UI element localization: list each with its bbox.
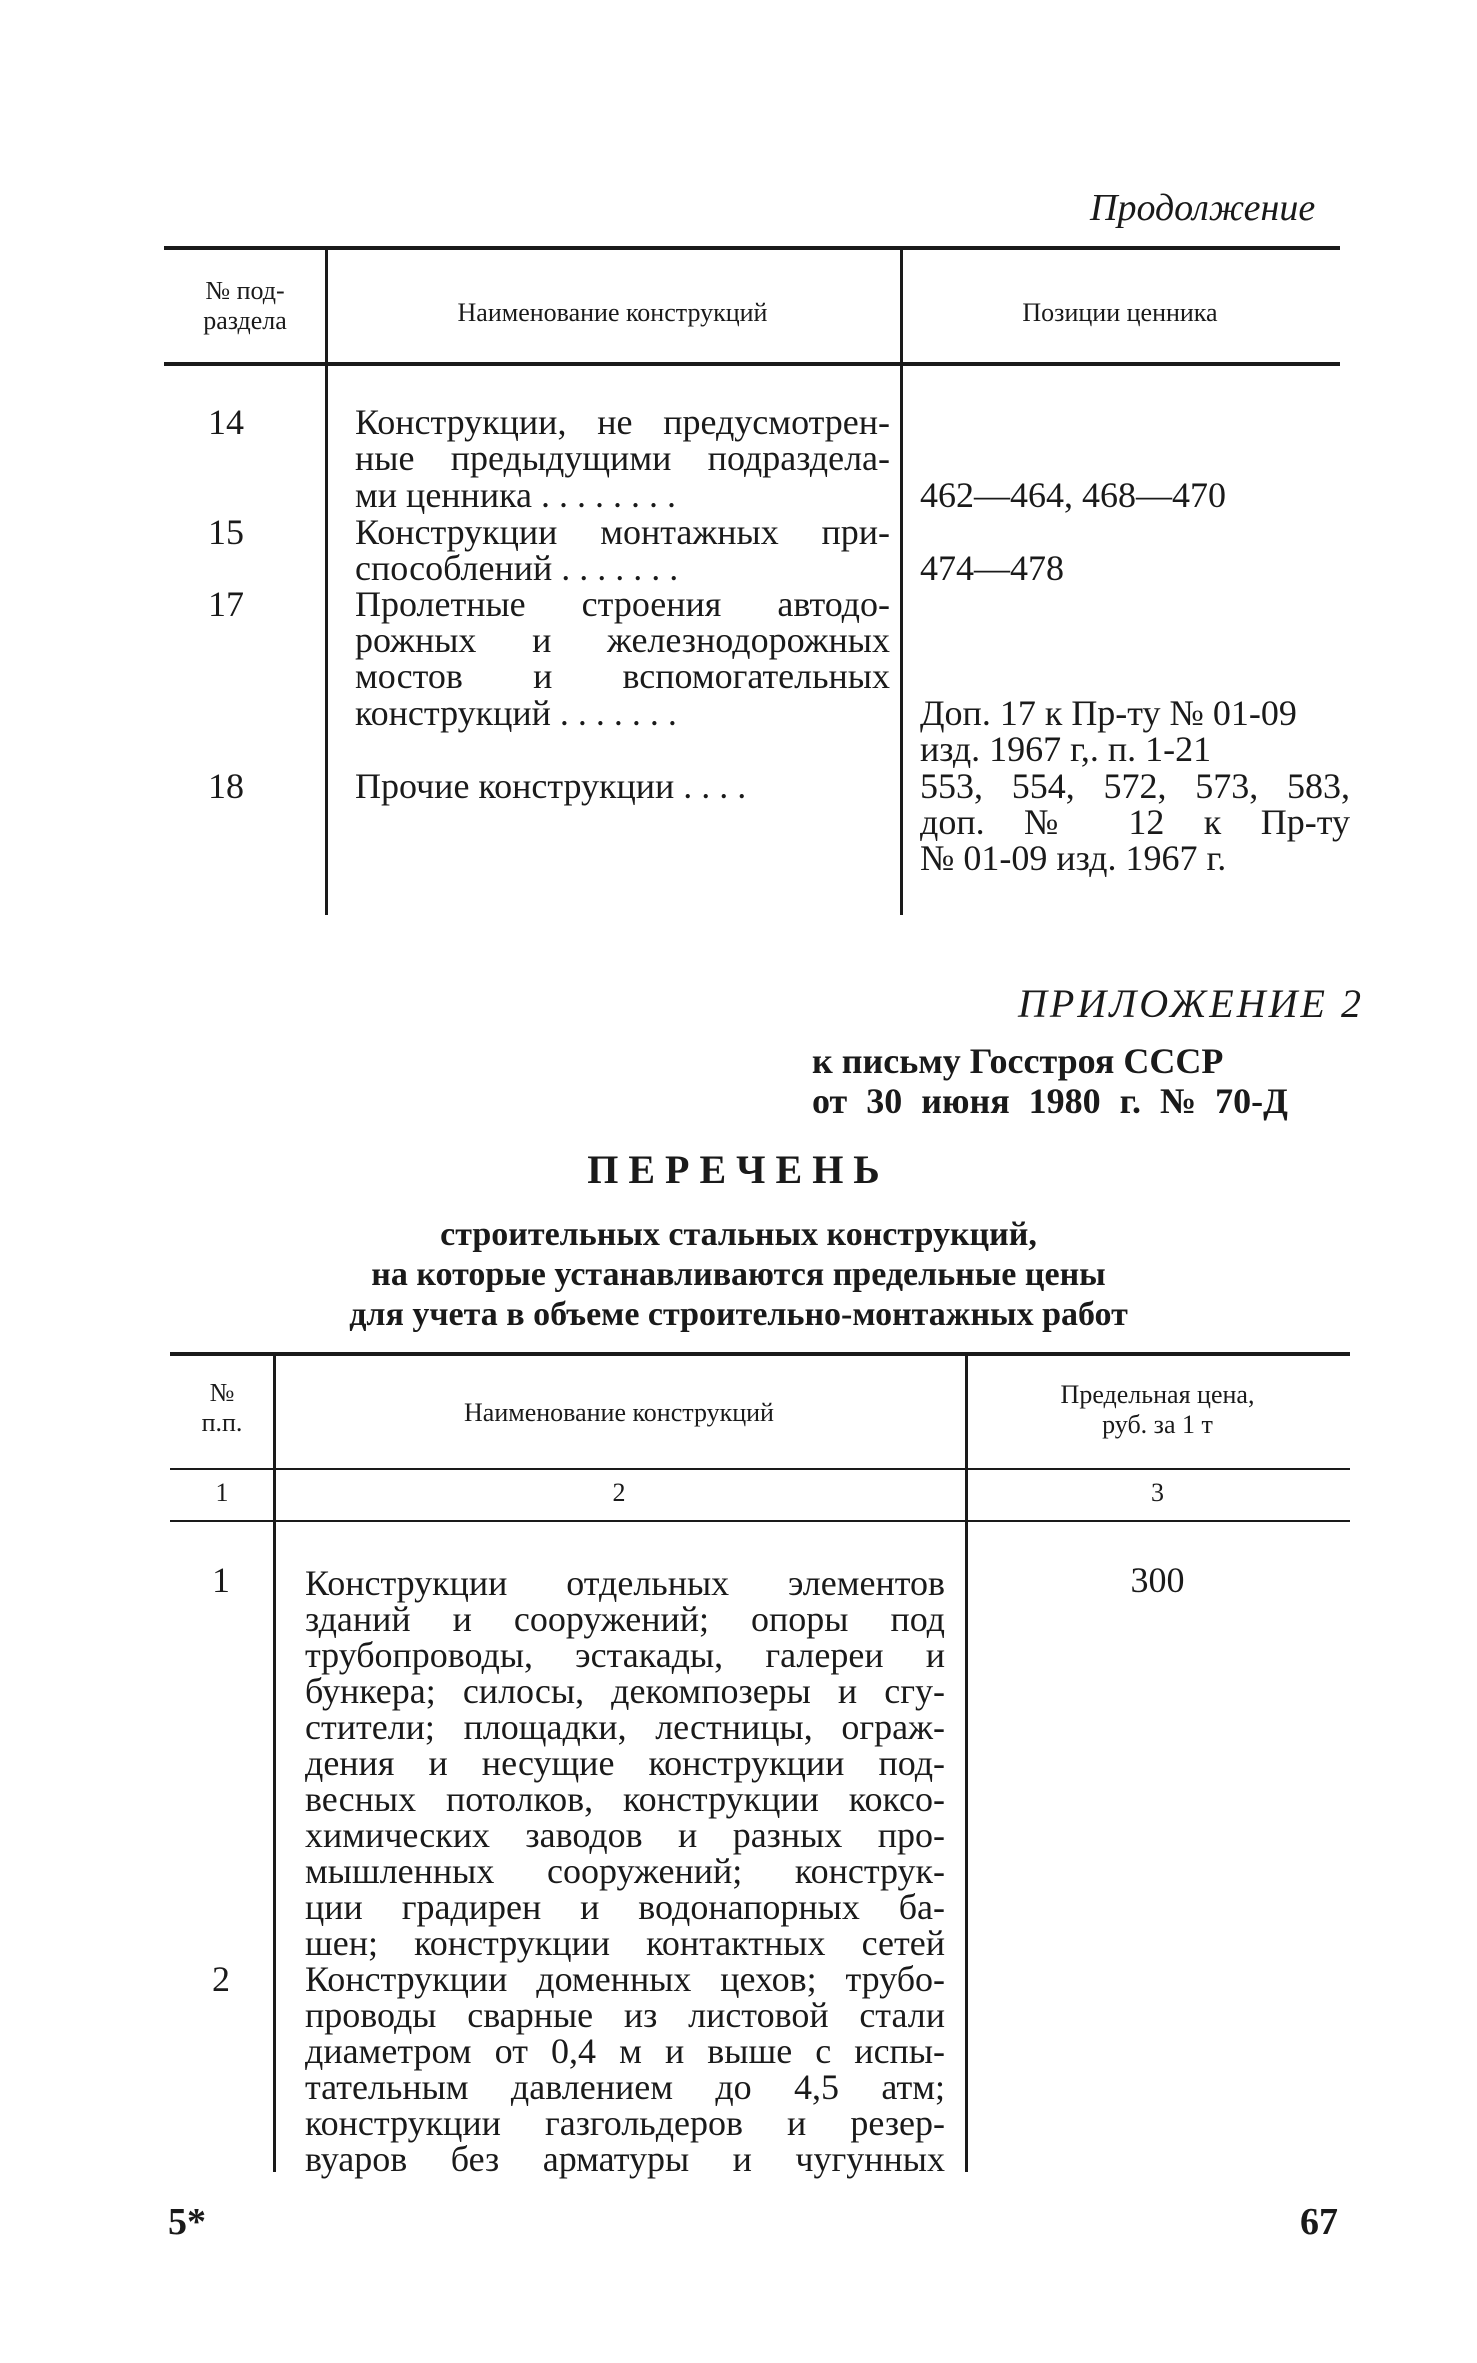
bottom-row-num: 1 [212,1560,230,1600]
bottom-header-col3-line2: руб. за 1 т [1102,1410,1213,1439]
continuation-label: Продолжение [1090,187,1316,229]
top-row-num: 14 [208,402,244,442]
bottom-row-name-line: мышленных сооружений; конструк- [305,1851,945,1891]
bottom-header-col1-line1: № [209,1378,235,1407]
bottom-row-name-line: Конструкции отдельных элементов [305,1563,945,1603]
top-row-pos-line: Доп. 17 к Пр-ту № 01-09 [920,693,1297,733]
top-row-name-line: мостов и вспомогательных [355,656,890,696]
top-row-num: 15 [208,512,244,552]
bottom-table-header-rule [170,1468,1350,1470]
top-table-divider-2 [900,250,903,915]
bottom-table-numbers-rule [170,1520,1350,1522]
top-header-col1-line2: раздела [203,306,287,335]
bottom-header-col3 [970,1380,1345,1440]
page-number: 67 [1300,2201,1338,2243]
bottom-row-name-line: бункера; силосы, декомпозеры и сгу- [305,1671,945,1711]
bottom-row-name-line: стители; площадки, лестницы, ограж- [305,1707,945,1747]
signature-mark: 5* [168,2201,206,2243]
bottom-table-rule [170,1352,1350,1356]
bottom-header-col1-line2: п.п. [201,1408,243,1437]
top-row-name-line: Прочие конструкции . . . . [355,766,747,806]
top-row-name-line: Конструкции монтажных при- [355,512,890,552]
bottom-row-name-line: диаметром от 0,4 м и выше с испы- [305,2031,945,2071]
bottom-row-name-line: дения и несущие конструкции под- [305,1743,945,1783]
bottom-colnum-3: 3 [1151,1478,1164,1507]
bottom-row-name-line: тательным давлением до 4,5 атм; [305,2067,945,2107]
top-row-pos-line: 462—464, 468—470 [920,475,1226,515]
top-row-name-line: способлений . . . . . . . [355,548,679,588]
bottom-header-col3-line1: Предельная цена, [1060,1380,1255,1409]
top-table-rule [164,246,1340,250]
top-row-name-line: конструкций . . . . . . . [355,693,677,733]
bottom-row-name-line: вуаров без арматуры и чугунных [305,2139,945,2179]
bottom-row-name-line: конструкции газгольдеров и резер- [305,2103,945,2143]
top-row-pos-line: № 01-09 изд. 1967 г. [920,838,1227,878]
bottom-table-divider-2 [965,1356,968,2172]
bottom-header-col1 [172,1378,272,1438]
bottom-row-name-line: трубопроводы, эстакады, галереи и [305,1635,945,1675]
top-row-pos-line: доп. № 12 к Пр-ту [920,802,1350,842]
top-row-num: 17 [208,584,244,624]
top-row-pos-line: изд. 1967 г,. п. 1-21 [920,729,1212,769]
top-row-name-line: ми ценника . . . . . . . . [355,475,677,515]
top-row-name-line: рожных и железнодорожных [355,620,890,660]
top-header-col1-line1: № под- [205,276,285,305]
top-row-name-line: Конструкции, не предусмотрен- [355,402,890,442]
appendix-line1: к письму Госстроя СССР [812,1041,1224,1081]
bottom-row-name-line: Конструкции доменных цехов; трубо- [305,1959,945,1999]
appendix-line2: от 30 июня 1980 г. № 70-Д [812,1081,1288,1121]
list-title: ПЕРЕЧЕНЬ [587,1147,890,1192]
subtitle-line: на которые устанавливаются предельные цены [371,1256,1106,1293]
bottom-table-divider-1 [273,1356,276,2172]
appendix-title: ПРИЛОЖЕНИЕ 2 [1018,981,1364,1026]
bottom-row-name-line: химических заводов и разных про- [305,1815,945,1855]
top-row-name-line: ные предыдущими подраздела- [355,438,890,478]
top-header-col1 [170,276,320,336]
bottom-row-name-line: шен; конструкции контактных сетей [305,1923,945,1963]
bottom-colnum-2: 2 [612,1478,626,1507]
bottom-row-name-line: зданий и сооружений; опоры под [305,1599,945,1639]
top-header-col2: Наименование конструкций [457,298,768,327]
bottom-colnum-1: 1 [215,1478,229,1507]
bottom-row-name-line: весных потолков, конструкции коксо- [305,1779,945,1819]
bottom-row-num: 2 [212,1959,230,1999]
top-header-col3: Позиции ценника [1022,298,1218,327]
top-table-header-rule [164,362,1340,366]
subtitle-line: строительных стальных конструкций, [440,1216,1037,1253]
top-row-name-line: Пролетные строения автодо- [355,584,890,624]
bottom-header-col2: Наименование конструкций [464,1398,774,1427]
bottom-row-name-line: проводы сварные из листовой стали [305,1995,945,2035]
bottom-row-price: 300 [1130,1560,1185,1600]
top-row-pos-line: 553, 554, 572, 573, 583, [920,766,1350,806]
top-row-pos-line: 474—478 [920,548,1064,588]
subtitle-line: для учета в объеме строительно-монтажных работ [349,1296,1128,1333]
top-row-num: 18 [208,766,244,806]
top-table-divider-1 [325,250,328,915]
bottom-row-name-line: ции градирен и водонапорных ба- [305,1887,945,1927]
